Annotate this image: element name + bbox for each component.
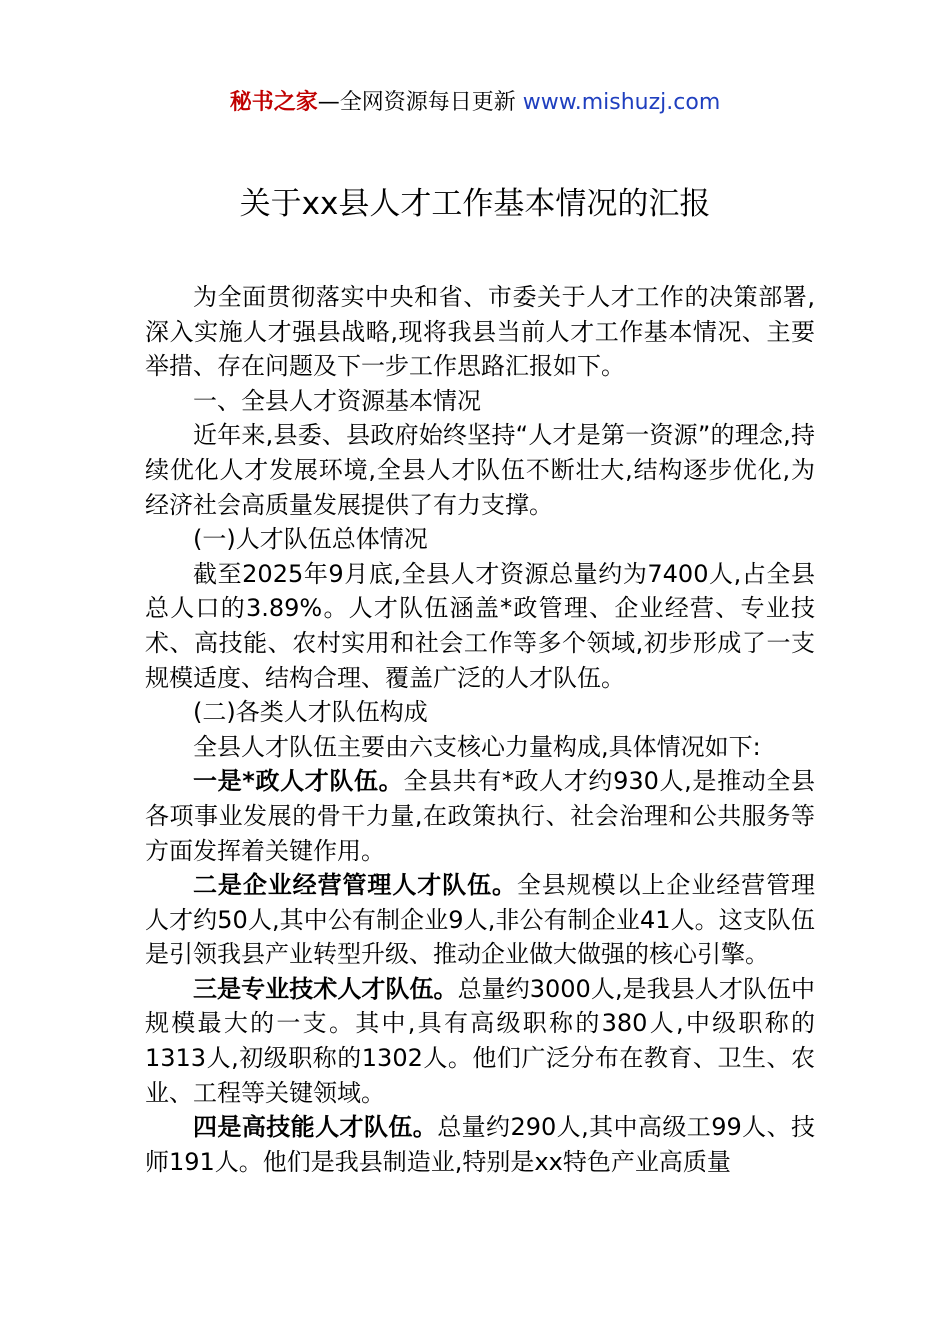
paragraph: 截至2025年9月底,全县人才资源总量约为7400人,占全县总人口的3.89%。人才队伍涵盖*政管理、企业经营、专业技术、高技能、农村实用和社会工作等多个领域,初步形成了一支规模适度、结构合理、覆盖广泛的人才队伍。 [145, 559, 815, 692]
section-heading: 一、全县人才资源基本情况 [193, 386, 481, 415]
paragraph-lead: 二是企业经营管理人才队伍。 [193, 871, 517, 900]
site-brand: 秘书之家 [229, 90, 318, 115]
subsection-heading: (一)人才队伍总体情况 [193, 525, 428, 554]
paragraph: 二是企业经营管理人才队伍。全县规模以上企业经营管理人才约50人,其中公有制企业9人,非公有制企业41人。这支队伍是引领我县产业转型升级、推动企业做大做强的核心引擎。 [145, 871, 816, 969]
paragraph: 三是专业技术人才队伍。总量约3000人,是我县人才队伍中规模最大的一支。其中,具有高级职称的380人,中级职称的1313人,初级职称的1302人。他们广泛分布在教育、卫生、农业、工程等关键领域。 [145, 974, 815, 1107]
site-slogan: —全网资源每日更新 [317, 90, 516, 115]
paragraph-lead: 三是专业技术人才队伍。 [193, 974, 458, 1003]
paragraph-lead: 一是*政人才队伍。 [193, 767, 404, 796]
paragraph: 一是*政人才队伍。全县共有*政人才约930人,是推动全县各项事业发展的骨干力量,在政策执行、社会治理和公共服务等方面发挥着关键作用。 [145, 767, 815, 865]
paragraph: 近年来,县委、县政府始终坚持“人才是第一资源”的理念,持续优化人才发展环境,全县人才队伍不断壮大,结构逐步优化,为经济社会高质量发展提供了有力支撑。 [145, 421, 815, 519]
site-url-link[interactable]: www.mishuzj.com [522, 90, 721, 115]
paragraph: 为全面贯彻落实中央和省、市委关于人才工作的决策部署,深入实施人才强县战略,现将我县当前人才工作基本情况、主要举措、存在问题及下一步工作思路汇报如下。 [145, 283, 815, 381]
site-header [0, 86, 950, 120]
subsection-heading: (二)各类人才队伍构成 [193, 698, 428, 727]
paragraph: 四是高技能人才队伍。总量约290人,其中高级工99人、技师191人。他们是我县制造业,特别是xx特色产业高质量 [145, 1113, 816, 1176]
document-title: 关于xx县人才工作基本情况的汇报 [239, 186, 711, 222]
paragraph-lead: 四是高技能人才队伍。 [193, 1113, 438, 1142]
paragraph: 全县人才队伍主要由六支核心力量构成,具体情况如下: [193, 732, 761, 761]
document-body [145, 280, 815, 1179]
